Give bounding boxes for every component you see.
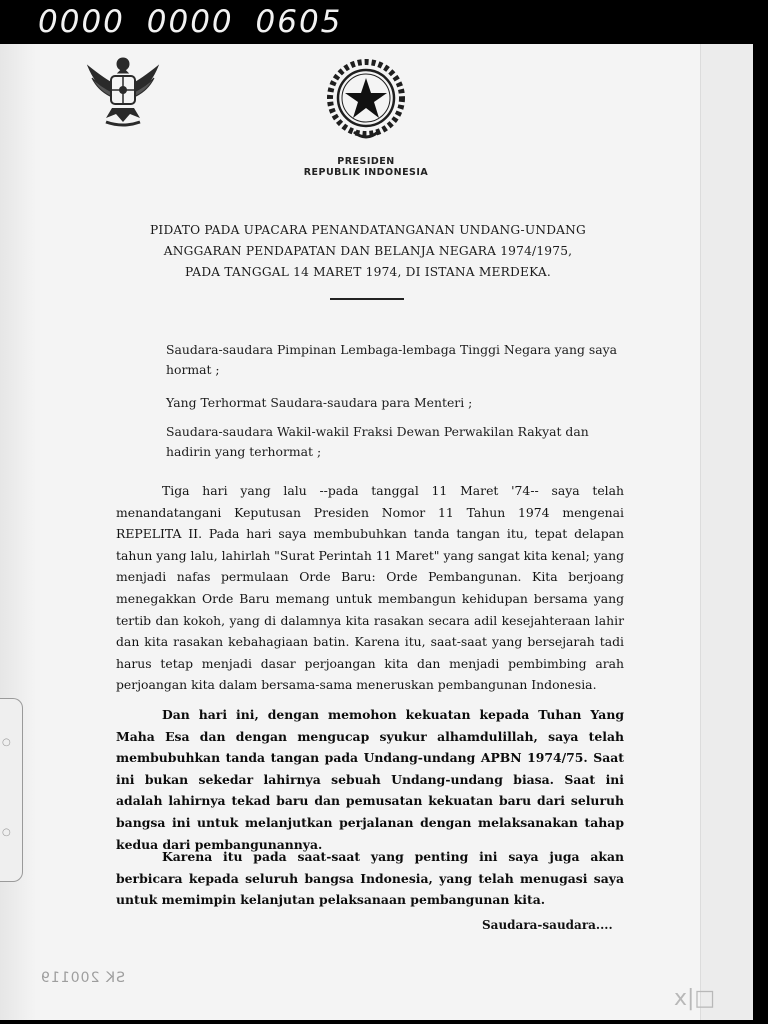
- page-right-strip: [700, 44, 753, 1020]
- body-paragraph-3: Karena itu pada saat-saat yang penting ini saya juga akan berbicara kepada seluruh bangsa Indonesia, yang telah menugasi saya untuk memimpin kelanjutan pelaksanaan pembangunan kita.: [116, 849, 624, 908]
- presidential-seal-icon: [324, 58, 408, 144]
- title-line-2: ANGGARAN PENDAPATAN DAN BELANJA NEGARA 1974/1975,: [163, 244, 573, 258]
- continuation-catchword: Saudara-saudara....: [482, 918, 613, 932]
- letterhead-line-1: PRESIDEN: [337, 156, 395, 167]
- body-paragraph-1: Tiga hari yang lalu --pada tanggal 11 Maret '74-- saya telah menandatangani Keputusan Presiden Nomor 11 Tahun 1974 mengenai REPELITA II. Pada hari saya membubuhkan tanda tangan itu, tepat delapan tahun yang lalu, lahirlah "Surat Perintah 11 Maret" yang sangat kita kenal; yang menjadi nafas permulaan Orde Baru: Orde Pembangunan. Kita berjoang menegakkan Orde Baru memang untuk membangun kehidupan bersama yang tertib dan kokoh, yang di dalamnya kita rasakan secara adil kesejahteraan lahir dan kita rasakan kebahagiaan batin. Karena itu, saat-saat yang bersejarah tadi harus tetap menjadi dasar perjoangan kita dan menjadi pembimbing arah perjoangan kita dalam bersama-sama meneruskan pembangunan Indonesia.: [116, 483, 625, 693]
- body-paragraph-2: Dan hari ini, dengan memohon kekuatan kepada Tuhan Yang Maha Esa dan dengan mengucap syukur alhamdulillah, saya telah membubuhkan tanda tangan pada Undang-undang APBN 1974/75. Saat ini bukan sekedar lahirnya sebuah Undang-undang biasa. Saat ini adalah lahirnya tekad baru dan pemusatan kekuatan baru dari seluruh bangsa ini untuk melanjutkan perjalanan dengan melaksanakan tahap kedua dari pembangunannya.: [116, 707, 624, 852]
- title-line-1: PIDATO PADA UPACARA PENANDATANGANAN UNDANG-UNDANG: [150, 223, 586, 237]
- salutation-1: Saudara-saudara Pimpinan Lembaga-lembaga Tinggi Negara yang saya hormat ;: [166, 342, 618, 377]
- title-underline: [330, 298, 404, 300]
- archive-stamp-code: SK 200119: [40, 970, 125, 986]
- garuda-emblem-icon: [82, 52, 164, 132]
- title-line-3: PADA TANGGAL 14 MARET 1974, DI ISTANA MERDEKA.: [185, 265, 551, 279]
- binder-clip: [0, 698, 23, 882]
- salutation-3: Saudara-saudara Wakil-wakil Fraksi Dewan Perwakilan Rakyat dan hadirin yang terhormat ;: [166, 424, 589, 459]
- speech-title: [138, 220, 598, 283]
- clip-hole-icon: ○: [2, 737, 11, 748]
- letterhead-line-2: REPUBLIK INDONESIA: [303, 167, 429, 178]
- clip-hole-icon: ○: [2, 827, 11, 838]
- page-mark: x|□: [674, 986, 716, 1011]
- film-frame-number: 0000 0000 0605: [38, 4, 343, 40]
- salutation-2: Yang Terhormat Saudara-saudara para Menteri ;: [166, 395, 473, 410]
- letterhead: [290, 156, 442, 178]
